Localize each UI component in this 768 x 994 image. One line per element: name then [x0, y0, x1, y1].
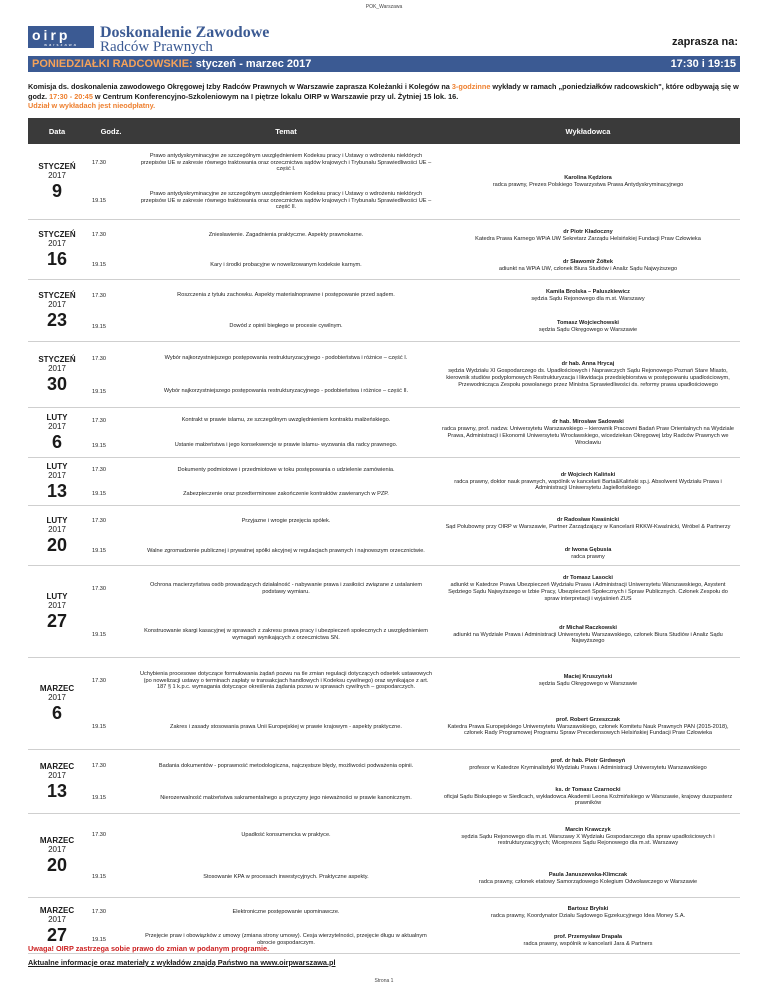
- day-date: [28, 408, 86, 457]
- logo-sub: warszawa: [44, 42, 78, 47]
- session-row: [86, 566, 436, 612]
- session-row: [86, 658, 436, 704]
- day-num: 30: [46, 373, 68, 394]
- session-topic: Kontrakt w prawie islamu, ze szczególnym uwzględnieniem kontraktu małżeńskiego.: [181, 417, 391, 424]
- session-topic: Dowód z opinii biegłego w procesie cywilnym.: [229, 323, 343, 330]
- day-num: 23: [46, 309, 68, 330]
- day-date: [28, 750, 86, 813]
- day-num: 20: [46, 534, 68, 555]
- day-year: 2017: [48, 914, 66, 924]
- day-month: MARZEC: [39, 761, 75, 771]
- session-time: 17.30: [92, 832, 106, 838]
- lecturer-description: radca prawny, Prezes Polskiego Towarzystwa Prawa Antydyskryminacyjnego: [492, 182, 684, 188]
- schedule-day: [28, 658, 740, 750]
- header-time: Godz.: [100, 126, 122, 136]
- schedule-day: [28, 814, 740, 898]
- session-row: [86, 782, 436, 814]
- day-num: 13: [46, 780, 68, 801]
- day-num: 6: [51, 702, 62, 723]
- session-row: [86, 704, 436, 750]
- lecturer-description: Katedra Prawa Europejskiego Uniwersytetu Warszawskiego, członek Komitetu Nauk Prawnych PAN (2015-2018), członek Rady Programowej Programu Spraw Precedensowych Helsińskiej Fundacji Praw Człowieka: [447, 723, 729, 737]
- session-row: [86, 750, 436, 782]
- table-header: [28, 118, 740, 144]
- day-year: 2017: [48, 600, 66, 610]
- session-topic: Wybór najkorzystniejszego postępowania restrukturyzacyjnego - podobieństwa i różnice – część II.: [163, 388, 409, 395]
- lecturer-name: Karolina Kędziora: [564, 175, 612, 182]
- day-date: [28, 506, 86, 565]
- day-date: [28, 220, 86, 279]
- lecturer-description: radca prawny, Koordynator Działu Sądowego Egzekucyjnego Idea Money S.A.: [490, 913, 686, 919]
- lecturer: [436, 311, 740, 342]
- session-row: [86, 898, 436, 926]
- session-topic: Prawo antydyskryminacyjne ze szczególnym uwzględnieniem Kodeksu pracy i Ustawy o wdrożeniu niektórych przepisów UE w zakresie równego traktowania oraz orzecznictwa sądów krajowych i Trybunału Sprawiedliwości UE – część I.: [140, 153, 432, 173]
- lecturer-name: Maciej Kruszyński: [563, 674, 613, 681]
- day-num: 20: [46, 854, 68, 875]
- lecturer-description: sędzia Sądu Okręgowego w Warszawie: [538, 326, 638, 333]
- session-topic: Upadłość konsumencka w praktyce.: [241, 831, 331, 838]
- schedule-day: [28, 280, 740, 342]
- schedule-day: [28, 506, 740, 566]
- logo-letters: oirp: [32, 27, 71, 43]
- program-banner: [28, 56, 740, 72]
- lecturer: [436, 252, 740, 280]
- day-month: LUTY: [46, 412, 68, 422]
- session-time: 17.30: [92, 417, 106, 424]
- lecturer-description: radca prawny, prof. nadzw. Uniwersytetu Warszawskiego – kierownik Pracowni Badań Praw Orientalnych na Wydziale Prawa, Administracji i Ekonomii Uniwersytetu Wrocławskiego, wicedziekan Okręgowej Izby Radców Prawnych we Wrocławiu: [442, 426, 734, 446]
- schedule-day: [28, 750, 740, 814]
- lecturer-name: dr Tomasz Lasocki: [563, 575, 613, 582]
- banner-time: 17:30 i 19:15: [670, 58, 736, 70]
- document-id: POK_Warszawa: [365, 4, 403, 10]
- session-topic: Roszczenia z tytułu zachowku. Aspekty materialnoprawne i postępowanie przed sądem.: [177, 292, 395, 299]
- day-year: 2017: [48, 421, 66, 431]
- day-year: 2017: [48, 524, 66, 534]
- lecturer-name: dr hab. Mirosław Sadowski: [552, 419, 624, 426]
- session-time: 19.15: [92, 632, 106, 638]
- session-row: [86, 250, 436, 280]
- session-row: [86, 311, 436, 342]
- intro-part-5: w Centrum Konferencyjno-Szkoleniowym na I piętrze lokalu OIRP w Warszawie przy ul. Żytniej 15 lok. 16.: [92, 91, 459, 101]
- session-time: 17.30: [92, 909, 106, 915]
- day-num: 13: [46, 480, 68, 501]
- day-year: 2017: [48, 363, 66, 373]
- session-topic: Wybór najkorzystniejszego postępowania restrukturyzacyjnego - podobieństwa i różnice – część I.: [164, 355, 408, 362]
- day-year: 2017: [48, 692, 66, 702]
- session-topic: Konstruowanie skargi kasacyjnej w sprawach z zakresu prawa pracy i ubezpieczeń społecznych z uwzględnieniem wymagań wynikających z orzecznictwa SN.: [144, 628, 428, 641]
- schedule-day: [28, 458, 740, 506]
- session-row: [86, 182, 436, 220]
- lecturer: [436, 780, 740, 814]
- session-topic: Zabezpieczenie oraz przedterminowe zakończenie kontraktów zawieranych w PZP.: [183, 490, 389, 497]
- logo-line-2: Radców Prawnych: [100, 39, 213, 55]
- session-time: 17.30: [92, 355, 106, 362]
- session-time: 17.30: [92, 678, 106, 684]
- header-lecturer: Wykładowca: [565, 126, 611, 136]
- lecturer-name: dr Sławomir Żółtek: [562, 259, 614, 266]
- session-topic: Elektroniczne postępowanie upominawcze.: [232, 908, 340, 915]
- banner-title: [32, 58, 311, 70]
- lecturer: [436, 928, 740, 954]
- intro-duration: 3-godzinne: [451, 82, 491, 91]
- day-month: MARZEC: [39, 835, 75, 845]
- session-time: 19.15: [92, 491, 106, 497]
- session-time: 19.15: [92, 548, 106, 554]
- lecturer-description: profesor w Katedrze Kryminalistyki Wydziału Prawa i Administracji Uniwersytetu Warszawskiego: [469, 765, 707, 771]
- intro-paragraph: [28, 82, 740, 111]
- day-date: [28, 458, 86, 505]
- lecturer-name: prof. Przemysław Drapała: [553, 934, 623, 941]
- header-date: Data: [48, 126, 66, 136]
- intro-free-note: Udział w wykładach jest nieodpłatny.: [28, 101, 156, 110]
- schedule-day: [28, 144, 740, 220]
- session-row: [86, 482, 436, 506]
- day-date: [28, 658, 86, 749]
- lecturer-description: adiunkt w Katedrze Prawa Ubezpieczeń Wydziału Prawa i Administracji Uniwersytetu Warszawskiego, Asystent Sędziego Sądu Najwyższego w Izbie Pracy, Ubezpieczeń Społecznych i Spraw Publicznych. Członek Zespołu do spraw interpretacji i wyjaśnień ZUS: [448, 582, 728, 602]
- session-topic: Nierozerwalność małżeństwa sakramentalnego a przyczyny jego nieważności w prawie kanonicznym.: [160, 794, 412, 801]
- session-topic: Ustanie małżeństwa i jego konsekwencje w prawie islamu- wyzwania dla radcy prawnego.: [174, 442, 398, 449]
- lecturer: [436, 408, 740, 458]
- day-month: STYCZEŃ: [38, 229, 76, 239]
- session-topic: Kary i środki probacyjne w nowelizowanym kodeksie karnym.: [210, 261, 362, 268]
- lecturer: [436, 658, 740, 704]
- schedule-day: [28, 220, 740, 280]
- lecturer-description: sędzia Wydziału XI Gospodarczego ds. Upadłościowych i Naprawczych Sądu Rejonowego Poznań Stare Miasto, kierownik studiów podyplomowych Restrukturyzacja i likwidacja przedsiębiorstwa w postępowaniu upadłościowym, Przewodnicząca Zespołu powołanego przez Ministra Sprawiedliwości ds. reformy prawa upadłościowego: [446, 368, 730, 388]
- lecturer-name: ks. dr Tomasz Czarnocki: [555, 786, 621, 793]
- session-time: 17.30: [92, 292, 106, 299]
- session-time: 19.15: [92, 198, 106, 204]
- lecturer-name: dr Radosław Kwaśnicki: [556, 517, 620, 524]
- lecturer: [436, 280, 740, 311]
- lecturer-description: radca prawny, wspólnik w kancelarii Jara & Partners: [523, 941, 653, 947]
- session-time: 19.15: [92, 323, 106, 330]
- session-topic: Zakres i zasady stosowania prawa Unii Europejskiej w prawie krajowym - aspekty praktyczne.: [170, 723, 402, 730]
- day-num: 16: [46, 248, 68, 269]
- session-row: [86, 856, 436, 898]
- lecturer-name: dr hab. Anna Hrycaj: [561, 361, 615, 368]
- banner-prefix: PONIEDZIAŁKI RADCOWSKIE:: [32, 58, 193, 70]
- day-year: 2017: [48, 238, 66, 248]
- day-year: 2017: [48, 844, 66, 854]
- session-topic: Przejęcie praw i obowiązków z umowy (zmiana strony umowy). Cesja wierzytelności, przejęcie długu w aktualnym obrocie gospodarczym.: [145, 933, 427, 946]
- session-row: [86, 144, 436, 182]
- lecturer-description: Sąd Polubowny przy OIRP w Warszawie, Partner Zarządzający w Kancelarii RKKW-Kwaśnicki, Wróbel & Partnerzy: [445, 524, 731, 530]
- lecturer: [436, 814, 740, 860]
- session-time: 19.15: [92, 262, 106, 268]
- session-time: 19.15: [92, 795, 106, 801]
- session-topic: Zniesławienie. Zagadnienia praktyczne. Aspekty prawnokarne.: [208, 231, 364, 238]
- lecturer-name: Kamila Brolska – Paluszkiewicz: [546, 288, 630, 295]
- session-time: 19.15: [92, 937, 106, 943]
- intro-part-3: wykłady w ramach „poniedziałków radcowskich", które odbywają się w godz.: [28, 82, 739, 101]
- lecturer-name: dr Iwona Gębusia: [564, 547, 612, 554]
- session-time: 17.30: [92, 518, 106, 524]
- session-time: 17.30: [92, 232, 106, 238]
- footer-info-link[interactable]: Aktualne informacje oraz materiały z wykładów znajdą Państwo na www.oirpwarszawa.pl: [28, 958, 336, 967]
- day-date: [28, 144, 86, 219]
- lecturer-description: adiunkt na Wydziale Prawa i Administracji Uniwersytetu Warszawskiego, członek Biura Studiów i Analiz Sądu Najwyższego: [453, 631, 723, 645]
- session-topic: Badania dokumentów - poprawność metodologiczna, najczęstsze błędy, możliwości podważenia opinii.: [158, 762, 414, 769]
- day-num: 6: [51, 431, 62, 452]
- session-topic: Stosowanie KPA w procesach inwestycyjnych. Praktyczne aspekty.: [203, 873, 369, 880]
- day-year: 2017: [48, 170, 66, 180]
- day-month: LUTY: [46, 591, 68, 601]
- day-month: MARZEC: [39, 905, 75, 915]
- day-month: STYCZEŃ: [38, 354, 76, 364]
- page-number: Strona 1: [374, 978, 394, 984]
- lecturer: [436, 612, 740, 658]
- schedule-day: [28, 566, 740, 658]
- schedule-day: [28, 342, 740, 408]
- session-time: 17.30: [92, 763, 106, 769]
- day-month: LUTY: [46, 515, 68, 525]
- lecturer-name: dr Piotr Kładoczny: [563, 229, 613, 236]
- lecturer: [436, 750, 740, 780]
- lecturer-description: radca prawny, doktor nauk prawnych, wspólnik w kancelarii Barta&Kaliński sp.j. Absolwent Wydziału Prawa i Administracji Uniwersytetu Jagiellońskiego: [454, 478, 722, 492]
- lecturer-name: Bartosz Bryłski: [567, 906, 609, 913]
- day-num: 27: [46, 924, 68, 945]
- session-row: [86, 506, 436, 536]
- day-date: [28, 342, 86, 407]
- day-year: 2017: [48, 470, 66, 480]
- session-time: 19.15: [92, 388, 106, 395]
- day-year: 2017: [48, 770, 66, 780]
- lecturer: [436, 860, 740, 898]
- session-time: 19.15: [92, 442, 106, 449]
- lecturer-description: sędzia Sądu Rejonowego dla m.st. Warszawy: [531, 295, 645, 302]
- day-month: MARZEC: [39, 683, 75, 693]
- lecturer-description: oficjał Sądu Biskupiego w Siedlcach, wykładowca Akademii Leona Koźmińskiego w Warszawie, krajowy duszpasterz prawników: [443, 793, 733, 807]
- day-date: [28, 566, 86, 657]
- lecturer-description: sędzia Sądu Okręgowego w Warszawie: [538, 681, 638, 687]
- invite-text: zaprasza na:: [671, 36, 738, 48]
- day-month: STYCZEŃ: [38, 161, 76, 171]
- lecturer: [436, 220, 740, 252]
- day-month: LUTY: [46, 461, 68, 471]
- session-row: [86, 814, 436, 856]
- day-year: 2017: [48, 299, 66, 309]
- footer-warning: Uwaga! OIRP zastrzega sobie prawo do zmian w podanym programie.: [28, 944, 270, 953]
- lecturer: [436, 542, 740, 566]
- session-time: 19.15: [92, 874, 106, 880]
- lecturer: [436, 898, 740, 928]
- lecturer-description: adiunkt na WPiA UW, członek Biura Studiów i Analiz Sądu Najwyższego: [498, 266, 678, 272]
- session-time: 17.30: [92, 160, 106, 166]
- session-time: 19.15: [92, 724, 106, 730]
- session-row: [86, 220, 436, 250]
- lecturer-name: Tomasz Wojciechowski: [557, 319, 619, 326]
- session-topic: Ochrona macierzyństwa osób prowadzących działalność - nabywanie prawa i zasiłości związane z ustalaniem podstawy wymiaru.: [149, 582, 423, 595]
- lecturer: [436, 506, 740, 542]
- lecturer-name: dr Wojciech Kaliński: [560, 471, 616, 478]
- session-row: [86, 458, 436, 482]
- day-num: 9: [51, 180, 62, 201]
- day-date: [28, 280, 86, 341]
- lecturer-description: radca prawny, członek etatowy Samorządowego Kolegium Odwoławczego w Warszawie: [478, 879, 698, 885]
- lecturer-name: prof. Robert Grzeszczak: [555, 716, 621, 723]
- schedule-day: [28, 408, 740, 458]
- session-topic: Prawo antydyskryminacyjne ze szczególnym uwzględnieniem Kodeksu pracy i Ustawy o wdrożeniu niektórych przepisów UE w zakresie równego traktowania oraz orzecznictwa sądów krajowych i Trybunału Sprawiedliwości UE – część II.: [140, 191, 432, 211]
- banner-period: styczeń - marzec 2017: [192, 58, 312, 70]
- session-time: 17.30: [92, 467, 106, 473]
- session-row: [86, 375, 436, 408]
- session-row: [86, 612, 436, 658]
- intro-part-1: Komisja ds. doskonalenia zawodowego Okręgowej Izby Radców Prawnych w Warszawie zaprasza Koleżanki i Kolegów na: [28, 82, 452, 91]
- header-topic: Temat: [275, 126, 297, 136]
- schedule-table: [28, 118, 740, 954]
- lecturer: [436, 458, 740, 506]
- day-date: [28, 814, 86, 897]
- session-row: [86, 408, 436, 433]
- session-topic: Przyjazne i wrogie przejęcia spółek.: [241, 517, 331, 524]
- session-time: 17.30: [92, 586, 106, 592]
- session-row: [86, 342, 436, 375]
- day-num: 27: [46, 610, 68, 631]
- lecturer-name: dr Michał Raczkowski: [559, 624, 617, 631]
- lecturer: [436, 342, 740, 408]
- session-topic: Dokumenty podmiotowe i przedmiotowe w toku postępowania o udzielenie zamówienia.: [177, 466, 395, 473]
- lecturer-description: Katedra Prawa Karnego WPiA UW Sekretarz Zarządu Helsińskiej Fundacji Praw Człowieka: [475, 236, 701, 242]
- lecturer-description: sędzia Sądu Rejonowego dla m.st. Warszawy X Wydziału Gospodarczego dla spraw upadłościowych i restrukturyzacyjnych; Wiceprezes Sądu Rejonowego dla m.st. Warszawy: [461, 833, 715, 847]
- logo-mark: [28, 26, 94, 48]
- logo-line-1: Doskonalenie Zawodowe: [100, 24, 270, 41]
- lecturer-name: Paula Januszewska-Klimczak: [548, 872, 628, 879]
- intro-hours: 17:30 - 20:45: [49, 91, 93, 101]
- oirp-logo: [28, 24, 328, 55]
- session-row: [86, 536, 436, 566]
- lecturer-name: prof. dr hab. Piotr Girdwoyń: [550, 758, 626, 765]
- lecturer-name: Marcin Krawczyk: [565, 826, 611, 833]
- lecturer: [436, 704, 740, 750]
- lecturer: [436, 144, 740, 220]
- session-row: [86, 433, 436, 458]
- lecturer-description: radca prawny: [571, 554, 605, 560]
- lecturer: [436, 566, 740, 612]
- session-topic: Walne zgromadzenie publicznej i prywatnej spółki akcyjnej w regulacjach prawnych i najnowszym orzecznictwie.: [147, 547, 425, 554]
- day-month: STYCZEŃ: [38, 290, 76, 300]
- session-row: [86, 280, 436, 311]
- session-topic: Uchybienia procesowe dotyczące formułowania żądań pozwu na tle zmian regulacji dotyczących odsetek ustawowych (po nowelizacji ustawy o terminach zapłaty w transakcjach handlowych i Kodeksu cywilnego) oraz wynikające z art. 187 § 1 k.p.c. wymagania dotyczące określenia żądania pozwu w sprawach cywilnych – gospodarczych.: [140, 671, 432, 691]
- schedule-days: [28, 144, 740, 954]
